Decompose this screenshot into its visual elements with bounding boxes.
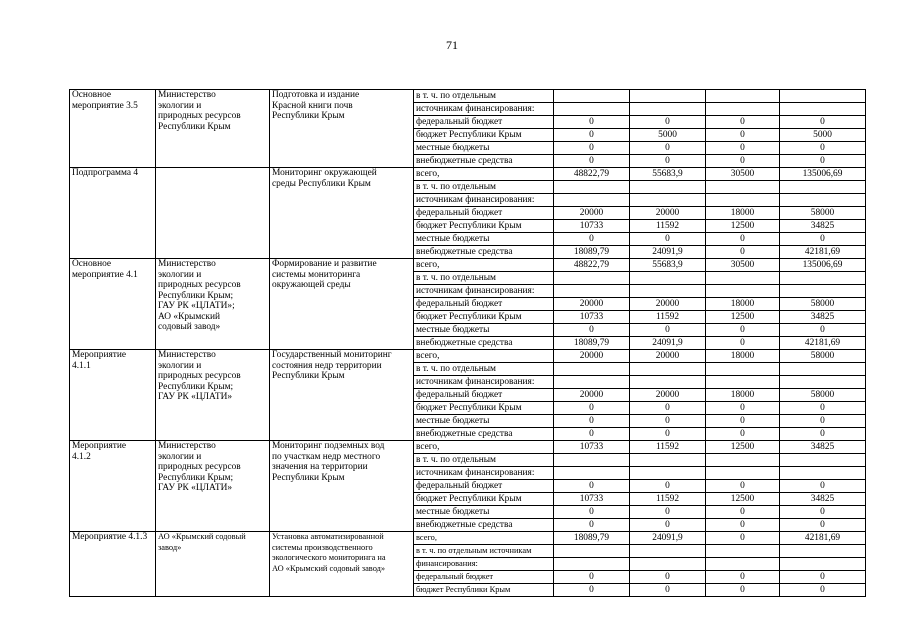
source-cell: местные бюджеты	[414, 233, 554, 246]
source-cell: бюджет Республики Крым	[414, 493, 554, 506]
table-row	[70, 350, 866, 363]
value-cell: 0	[706, 155, 780, 168]
executor-cell: Министерство экологии и природных ресурсов Республики Крым; ГАУ РК «ЦЛАТИ»	[156, 350, 270, 441]
value-cell: 42181,69	[780, 337, 866, 350]
value-cell: 0	[706, 129, 780, 142]
value-cell	[554, 90, 630, 103]
value-cell: 20000	[554, 389, 630, 402]
value-cell: 0	[780, 519, 866, 532]
source-cell: в т. ч. по отдельным	[414, 90, 554, 103]
value-cell: 0	[554, 129, 630, 142]
source-cell: источникам финансирования:	[414, 467, 554, 480]
value-cell	[554, 272, 630, 285]
value-cell	[630, 272, 706, 285]
value-cell	[706, 285, 780, 298]
source-cell: всего,	[414, 441, 554, 454]
value-cell: 0	[780, 116, 866, 129]
value-cell: 11592	[630, 220, 706, 233]
source-cell: местные бюджеты	[414, 142, 554, 155]
value-cell	[554, 363, 630, 376]
executor-cell	[156, 168, 270, 259]
value-cell	[780, 363, 866, 376]
value-cell: 0	[630, 155, 706, 168]
value-cell: 55683,9	[630, 259, 706, 272]
value-cell: 0	[706, 584, 780, 597]
source-cell: местные бюджеты	[414, 506, 554, 519]
value-cell	[630, 467, 706, 480]
value-cell: 18089,79	[554, 532, 630, 545]
value-cell: 0	[554, 506, 630, 519]
value-cell: 0	[706, 480, 780, 493]
value-cell: 0	[780, 480, 866, 493]
value-cell: 12500	[706, 311, 780, 324]
value-cell: 20000	[630, 207, 706, 220]
value-cell: 0	[554, 571, 630, 584]
source-cell: источникам финансирования:	[414, 285, 554, 298]
source-cell: всего,	[414, 350, 554, 363]
source-cell: источникам финансирования:	[414, 376, 554, 389]
value-cell: 20000	[554, 298, 630, 311]
activity-cell: Мониторинг окружающей среды Республики Крым	[270, 168, 414, 259]
value-cell: 34825	[780, 311, 866, 324]
value-cell	[554, 467, 630, 480]
value-cell: 11592	[630, 311, 706, 324]
value-cell: 0	[554, 155, 630, 168]
value-cell: 0	[780, 506, 866, 519]
source-cell: федеральный бюджет	[414, 480, 554, 493]
value-cell: 20000	[554, 350, 630, 363]
table-row	[70, 90, 866, 103]
value-cell	[706, 272, 780, 285]
value-cell: 24091,9	[630, 337, 706, 350]
value-cell: 0	[706, 337, 780, 350]
activity-cell: Формирование и развитие системы мониторинга окружающей среды	[270, 259, 414, 350]
source-cell: бюджет Республики Крым	[414, 311, 554, 324]
value-cell	[780, 272, 866, 285]
value-cell: 12500	[706, 220, 780, 233]
source-cell: источникам финансирования:	[414, 194, 554, 207]
value-cell: 18000	[706, 350, 780, 363]
value-cell: 0	[780, 233, 866, 246]
value-cell: 34825	[780, 220, 866, 233]
value-cell: 0	[780, 415, 866, 428]
value-cell: 0	[630, 584, 706, 597]
value-cell: 0	[630, 506, 706, 519]
value-cell: 10733	[554, 493, 630, 506]
value-cell: 34825	[780, 441, 866, 454]
measure-cell: Основное мероприятие 4.1	[70, 259, 156, 350]
source-cell: всего,	[414, 259, 554, 272]
source-cell: бюджет Республики Крым	[414, 220, 554, 233]
value-cell: 5000	[780, 129, 866, 142]
value-cell: 0	[630, 233, 706, 246]
value-cell: 0	[554, 415, 630, 428]
value-cell	[706, 545, 780, 558]
value-cell: 30500	[706, 259, 780, 272]
value-cell	[554, 545, 630, 558]
measure-cell: Мероприятие 4.1.3	[70, 532, 156, 597]
value-cell: 24091,9	[630, 532, 706, 545]
value-cell	[630, 558, 706, 571]
value-cell: 0	[554, 519, 630, 532]
value-cell	[554, 103, 630, 116]
source-cell: внебюджетные средства	[414, 246, 554, 259]
measure-cell: Основное мероприятие 3.5	[70, 90, 156, 168]
value-cell: 0	[780, 584, 866, 597]
source-cell: всего,	[414, 532, 554, 545]
value-cell: 10733	[554, 220, 630, 233]
value-cell	[554, 558, 630, 571]
value-cell: 0	[780, 402, 866, 415]
value-cell	[706, 103, 780, 116]
value-cell	[780, 90, 866, 103]
measure-cell: Мероприятие 4.1.1	[70, 350, 156, 441]
activity-cell: Мониторинг подземных вод по участкам недр местного значения на территории Республики Крым	[270, 441, 414, 532]
value-cell: 0	[780, 142, 866, 155]
table-row	[70, 532, 866, 545]
value-cell: 0	[706, 571, 780, 584]
value-cell: 0	[554, 402, 630, 415]
value-cell: 0	[706, 402, 780, 415]
value-cell: 34825	[780, 493, 866, 506]
value-cell: 135006,69	[780, 168, 866, 181]
activity-cell: Государственный мониторинг состояния недр территории Республики Крым	[270, 350, 414, 441]
value-cell: 0	[630, 142, 706, 155]
value-cell: 18000	[706, 389, 780, 402]
value-cell: 0	[554, 116, 630, 129]
funding-table	[69, 89, 866, 597]
value-cell: 55683,9	[630, 168, 706, 181]
value-cell: 0	[706, 246, 780, 259]
value-cell: 58000	[780, 350, 866, 363]
value-cell: 0	[706, 142, 780, 155]
value-cell	[706, 90, 780, 103]
value-cell	[630, 103, 706, 116]
table-row	[70, 441, 866, 454]
value-cell: 0	[780, 155, 866, 168]
value-cell: 11592	[630, 493, 706, 506]
value-cell: 0	[554, 584, 630, 597]
value-cell	[630, 545, 706, 558]
source-cell: бюджет Республики Крым	[414, 584, 554, 597]
value-cell: 0	[706, 532, 780, 545]
value-cell	[780, 103, 866, 116]
value-cell	[554, 454, 630, 467]
value-cell	[630, 376, 706, 389]
source-cell: бюджет Республики Крым	[414, 129, 554, 142]
value-cell: 58000	[780, 298, 866, 311]
source-cell: федеральный бюджет	[414, 571, 554, 584]
source-cell: внебюджетные средства	[414, 519, 554, 532]
value-cell: 0	[630, 480, 706, 493]
source-cell: внебюджетные средства	[414, 337, 554, 350]
value-cell	[780, 545, 866, 558]
value-cell	[780, 454, 866, 467]
value-cell: 0	[706, 116, 780, 129]
value-cell: 0	[706, 324, 780, 337]
source-cell: всего,	[414, 168, 554, 181]
value-cell: 18000	[706, 207, 780, 220]
executor-cell: АО «Крымский содовый завод»	[156, 532, 270, 597]
value-cell	[630, 90, 706, 103]
value-cell: 20000	[630, 350, 706, 363]
value-cell	[554, 181, 630, 194]
value-cell	[630, 285, 706, 298]
value-cell: 0	[630, 116, 706, 129]
value-cell: 0	[554, 480, 630, 493]
executor-cell: Министерство экологии и природных ресурсов Республики Крым	[156, 90, 270, 168]
source-cell: в т. ч. по отдельным	[414, 181, 554, 194]
source-cell: федеральный бюджет	[414, 298, 554, 311]
value-cell: 0	[780, 324, 866, 337]
source-cell: в т. ч. по отдельным	[414, 272, 554, 285]
activity-cell: Установка автоматизированной системы производственного экологического мониторинга на АО «Крымский содовый завод»	[270, 532, 414, 597]
value-cell: 0	[630, 415, 706, 428]
executor-cell: Министерство экологии и природных ресурсов Республики Крым; ГАУ РК «ЦЛАТИ»; АО «Крымский содовый завод»	[156, 259, 270, 350]
value-cell: 18000	[706, 298, 780, 311]
value-cell: 0	[630, 428, 706, 441]
value-cell	[630, 181, 706, 194]
value-cell: 0	[630, 571, 706, 584]
source-cell: федеральный бюджет	[414, 116, 554, 129]
value-cell	[554, 285, 630, 298]
value-cell: 42181,69	[780, 246, 866, 259]
value-cell: 0	[630, 324, 706, 337]
value-cell	[780, 558, 866, 571]
value-cell: 58000	[780, 207, 866, 220]
value-cell: 12500	[706, 493, 780, 506]
source-cell: бюджет Республики Крым	[414, 402, 554, 415]
value-cell: 0	[706, 506, 780, 519]
value-cell: 10733	[554, 441, 630, 454]
value-cell: 24091,9	[630, 246, 706, 259]
value-cell	[630, 363, 706, 376]
value-cell	[706, 194, 780, 207]
value-cell: 11592	[630, 441, 706, 454]
value-cell: 0	[554, 324, 630, 337]
executor-cell: Министерство экологии и природных ресурсов Республики Крым; ГАУ РК «ЦЛАТИ»	[156, 441, 270, 532]
value-cell: 20000	[630, 389, 706, 402]
value-cell: 0	[706, 519, 780, 532]
source-cell: финансирования:	[414, 558, 554, 571]
value-cell	[706, 181, 780, 194]
value-cell	[706, 558, 780, 571]
value-cell: 0	[706, 233, 780, 246]
value-cell	[780, 467, 866, 480]
page-number: 71	[446, 38, 458, 52]
value-cell: 135006,69	[780, 259, 866, 272]
activity-cell: Подготовка и издание Красной книги почв Республики Крым	[270, 90, 414, 168]
value-cell: 42181,69	[780, 532, 866, 545]
table-row	[70, 168, 866, 181]
source-cell: в т. ч. по отдельным	[414, 363, 554, 376]
value-cell	[554, 376, 630, 389]
value-cell: 0	[780, 571, 866, 584]
value-cell: 48822,79	[554, 259, 630, 272]
value-cell: 5000	[630, 129, 706, 142]
value-cell	[780, 194, 866, 207]
source-cell: федеральный бюджет	[414, 207, 554, 220]
measure-cell: Подпрограмма 4	[70, 168, 156, 259]
value-cell	[630, 454, 706, 467]
value-cell: 30500	[706, 168, 780, 181]
value-cell: 48822,79	[554, 168, 630, 181]
source-cell: внебюджетные средства	[414, 428, 554, 441]
value-cell: 20000	[554, 207, 630, 220]
table-body	[70, 90, 866, 597]
value-cell	[554, 194, 630, 207]
value-cell: 0	[554, 142, 630, 155]
value-cell: 0	[554, 428, 630, 441]
value-cell: 58000	[780, 389, 866, 402]
source-cell: местные бюджеты	[414, 415, 554, 428]
value-cell: 0	[554, 233, 630, 246]
value-cell	[630, 194, 706, 207]
value-cell: 0	[630, 402, 706, 415]
value-cell	[706, 376, 780, 389]
source-cell: федеральный бюджет	[414, 389, 554, 402]
source-cell: в т. ч. по отдельным	[414, 454, 554, 467]
source-cell: источникам финансирования:	[414, 103, 554, 116]
value-cell: 0	[630, 519, 706, 532]
value-cell	[706, 363, 780, 376]
value-cell: 0	[780, 428, 866, 441]
value-cell	[780, 181, 866, 194]
source-cell: внебюджетные средства	[414, 155, 554, 168]
value-cell: 10733	[554, 311, 630, 324]
value-cell: 12500	[706, 441, 780, 454]
value-cell	[706, 467, 780, 480]
value-cell: 20000	[630, 298, 706, 311]
table-row	[70, 259, 866, 272]
value-cell: 18089,79	[554, 246, 630, 259]
value-cell: 18089,79	[554, 337, 630, 350]
value-cell	[780, 285, 866, 298]
source-cell: в т. ч. по отдельным источникам	[414, 545, 554, 558]
value-cell: 0	[706, 415, 780, 428]
value-cell: 0	[706, 428, 780, 441]
value-cell	[780, 376, 866, 389]
source-cell: местные бюджеты	[414, 324, 554, 337]
value-cell	[706, 454, 780, 467]
measure-cell: Мероприятие 4.1.2	[70, 441, 156, 532]
